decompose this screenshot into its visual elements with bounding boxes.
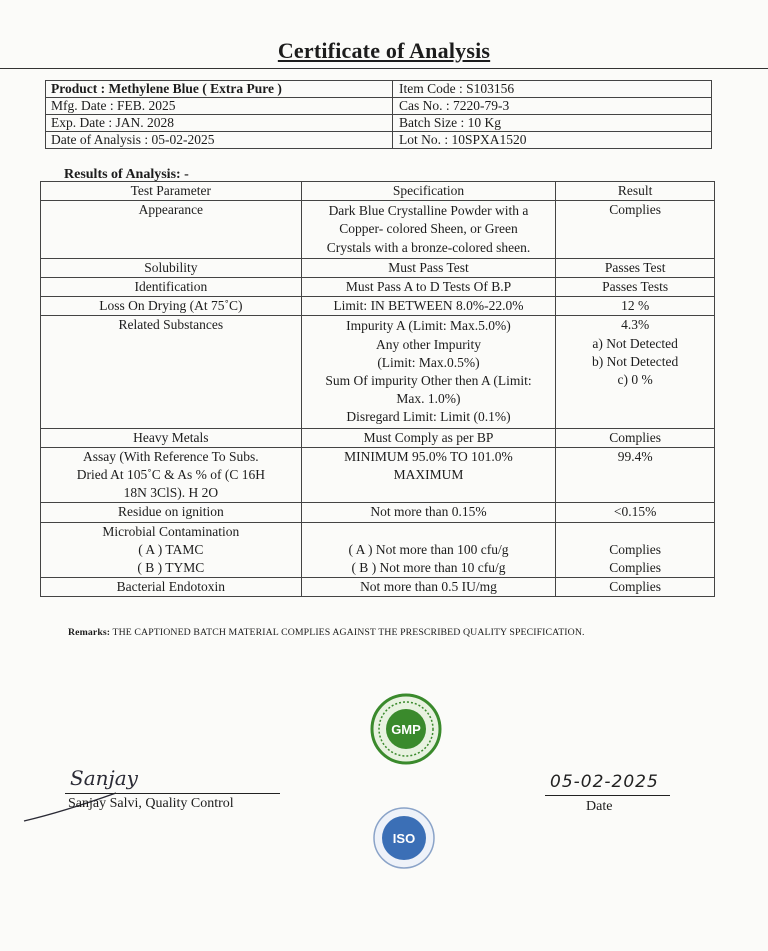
spacer: [560, 523, 710, 541]
param-line: ( A ) TAMC: [138, 541, 204, 557]
result-related-substances: [556, 316, 715, 428]
remarks-label: Remarks:: [68, 627, 111, 638]
date-label: Date: [586, 799, 613, 814]
spec-line: Copper- colored Sheen, or Green: [339, 221, 518, 237]
param-related-substances: Related Substances: [41, 316, 302, 428]
param-identification: Identification: [41, 278, 302, 297]
table-row: [41, 522, 715, 578]
analysis-date: Date of Analysis : 05-02-2025: [46, 132, 393, 149]
result-line: 4.3%: [621, 317, 650, 333]
spec-line: Impurity A (Limit: Max.5.0%): [346, 318, 511, 334]
param-line: Dried At 105˚C & As % of (C 16H: [76, 467, 265, 483]
result-solubility: Passes Test: [556, 258, 715, 277]
spec-assay: [301, 447, 556, 503]
product-info-table: [45, 80, 712, 149]
results-table: [40, 181, 715, 597]
signature-line: [65, 793, 280, 794]
table-header-row: [41, 182, 715, 201]
batch-size: Batch Size : 10 Kg: [393, 115, 712, 132]
param-line: 18N 3ClS). H 2O: [123, 485, 219, 501]
spec-solubility: Must Pass Test: [301, 258, 556, 277]
results-heading: Results of Analysis: -: [64, 167, 189, 182]
spec-heavy-metals: Must Comply as per BP: [301, 428, 556, 447]
gmp-seal-label: GMP: [391, 722, 421, 737]
param-solubility: Solubility: [41, 258, 302, 277]
spec-line: (Limit: Max.0.5%): [377, 354, 480, 370]
table-row: [41, 503, 715, 522]
item-code: Item Code : S103156: [393, 81, 712, 98]
result-line: Complies: [609, 560, 662, 576]
spec-appearance: [301, 201, 556, 259]
table-row: [41, 297, 715, 316]
table-row: [41, 316, 715, 428]
spec-related-substances: [301, 316, 556, 428]
gmp-seal-icon: [370, 693, 442, 770]
header-specification: Specification: [301, 182, 556, 201]
result-identification: Passes Tests: [556, 278, 715, 297]
param-loss-on-drying: Loss On Drying (At 75˚C): [41, 297, 302, 316]
header-test-parameter: Test Parameter: [41, 182, 302, 201]
spacer: [306, 523, 552, 541]
result-heavy-metals: Complies: [556, 428, 715, 447]
spec-line: Dark Blue Crystalline Powder with a: [328, 203, 529, 219]
spec-line: Any other Impurity: [376, 336, 481, 352]
exp-date: Exp. Date : JAN. 2028: [46, 115, 393, 132]
handwritten-date: 05-02-2025: [550, 772, 659, 792]
result-line: b) Not Detected: [592, 353, 679, 369]
param-line: Assay (With Reference To Subs.: [83, 448, 259, 464]
spec-line: ( A ) Not more than 100 cfu/g: [348, 541, 509, 557]
signatory-name: Sanjay Salvi, Quality Control: [68, 796, 234, 811]
spec-line: Disregard Limit: Limit (0.1%): [346, 409, 511, 425]
remarks: [68, 627, 585, 638]
table-row: [41, 201, 715, 259]
iso-seal-icon: [372, 800, 436, 881]
signature-icon: [18, 755, 218, 825]
title-rule: [0, 68, 768, 69]
result-line: Complies: [609, 541, 662, 557]
result-endotoxin: Complies: [556, 578, 715, 597]
param-line: Microbial Contamination: [102, 523, 240, 539]
result-loss-on-drying: 12 %: [556, 297, 715, 316]
spec-residue: Not more than 0.15%: [301, 503, 556, 522]
lot-number: Lot No. : 10SPXA1520: [393, 132, 712, 149]
spec-line: Sum Of impurity Other then A (Limit:: [325, 373, 532, 389]
result-appearance: Complies: [556, 201, 715, 259]
spec-line: Max. 1.0%): [396, 391, 461, 407]
table-row: [41, 447, 715, 503]
spec-identification: Must Pass A to D Tests Of B.P: [301, 278, 556, 297]
spec-line: ( B ) Not more than 10 cfu/g: [351, 560, 506, 576]
product-name: Product : Methylene Blue ( Extra Pure ): [46, 81, 393, 98]
result-assay: 99.4%: [556, 447, 715, 503]
param-heavy-metals: Heavy Metals: [41, 428, 302, 447]
mfg-date: Mfg. Date : FEB. 2025: [46, 98, 393, 115]
spec-endotoxin: Not more than 0.5 IU/mg: [301, 578, 556, 597]
spec-microbial: [301, 522, 556, 578]
iso-seal-label: ISO: [392, 831, 416, 846]
table-row: [41, 258, 715, 277]
param-endotoxin: Bacterial Endotoxin: [41, 578, 302, 597]
header-result: Result: [556, 182, 715, 201]
cas-number: Cas No. : 7220-79-3: [393, 98, 712, 115]
table-row: [41, 278, 715, 297]
spec-line: MAXIMUM: [393, 467, 464, 483]
result-line: a) Not Detected: [592, 335, 678, 351]
spec-line: MINIMUM 95.0% TO 101.0%: [344, 448, 513, 464]
remarks-text: THE CAPTIONED BATCH MATERIAL COMPLIES AGAINST THE PRESCRIBED QUALITY SPECIFICATION.: [112, 627, 585, 638]
result-microbial: [556, 522, 715, 578]
param-residue: Residue on ignition: [41, 503, 302, 522]
signature-script: Sanjay: [70, 766, 138, 790]
table-row: [41, 578, 715, 597]
table-row: [41, 428, 715, 447]
param-microbial: [41, 522, 302, 578]
spec-loss-on-drying: Limit: IN BETWEEN 8.0%-22.0%: [301, 297, 556, 316]
result-line: c) 0 %: [617, 372, 653, 388]
param-assay: [41, 447, 302, 503]
param-appearance: Appearance: [41, 201, 302, 259]
result-residue: <0.15%: [556, 503, 715, 522]
document-title: Certificate of Analysis: [277, 38, 491, 63]
date-line: [545, 795, 670, 796]
param-line: ( B ) TYMC: [137, 560, 205, 576]
spec-line: Crystals with a bronze-colored sheen.: [326, 239, 531, 255]
